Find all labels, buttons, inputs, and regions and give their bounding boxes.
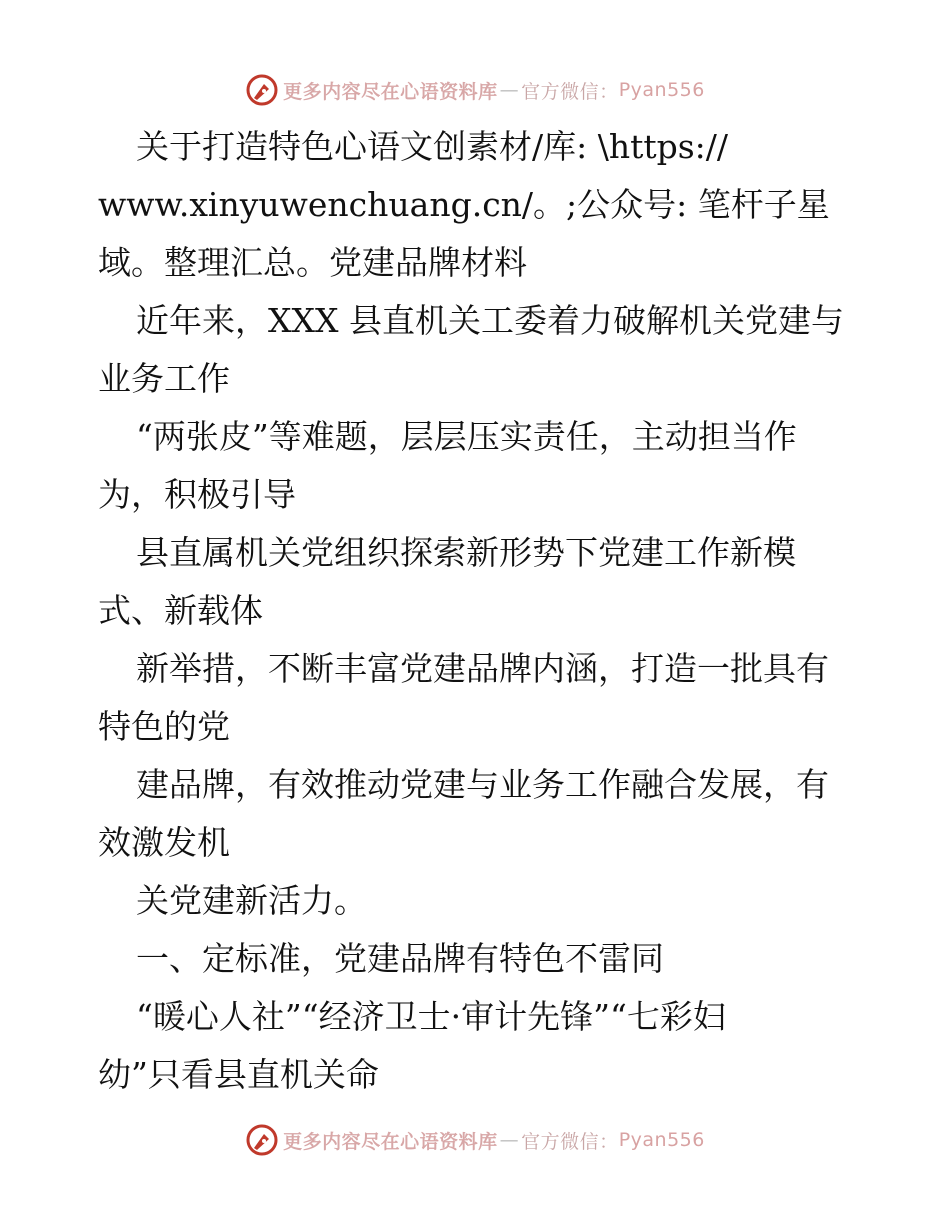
body-line-5: 业务工作 [98,359,230,398]
footer-dash: — [499,1129,520,1151]
body-line-6: “两张皮”等难题，层层压实责任，主动担当作 [136,417,797,456]
header-official-label: 官方微信： [521,80,619,103]
footer-official-label: 官方微信： [521,1130,619,1153]
body-line-7: 为，积极引导 [98,475,296,514]
pen-nib-circle-icon [245,1123,279,1157]
section-heading-1: 一、定标准，党建品牌有特色不雷同 [136,939,664,978]
body-line-8: 县直属机关党组织探索新形势下党建工作新模 [136,533,796,572]
body-line-17: 幼”只看县直机关命 [98,1055,379,1094]
header-dash: — [499,79,520,101]
body-line-16: “暖心人社”“经济卫士·审计先锋”“七彩妇 [136,997,726,1036]
pen-nib-circle-icon [245,73,279,107]
body-line-3: 域。整理汇总。党建品牌材料 [98,243,527,282]
footer-wechat-id: Pyan556 [618,1129,705,1151]
body-line-4: 近年来，XXX 县直机关工委着力破解机关党建与 [136,301,844,340]
document-body [98,118,858,1104]
header-watermark-banner [0,70,950,110]
footer-brand-text: 更多内容尽在心语资料库 [283,1130,498,1153]
body-line-12: 建品牌，有效推动党建与业务工作融合发展，有 [136,765,829,804]
header-brand-text: 更多内容尽在心语资料库 [283,80,498,103]
body-line-10: 新举措，不断丰富党建品牌内涵，打造一批具有 [136,649,829,688]
body-line-14: 关党建新活力。 [136,881,367,920]
body-line-11: 特色的党 [98,707,230,746]
body-line-13: 效激发机 [98,823,230,862]
footer-watermark-banner [0,1120,950,1160]
body-line-1: 关于打造特色心语文创素材/库: \https:// [136,127,729,166]
body-line-9: 式、新载体 [98,591,263,630]
body-line-2: www.xinyuwenchuang.cn/。;公众号: 笔杆子星 [98,185,830,224]
header-wechat-id: Pyan556 [618,79,705,101]
